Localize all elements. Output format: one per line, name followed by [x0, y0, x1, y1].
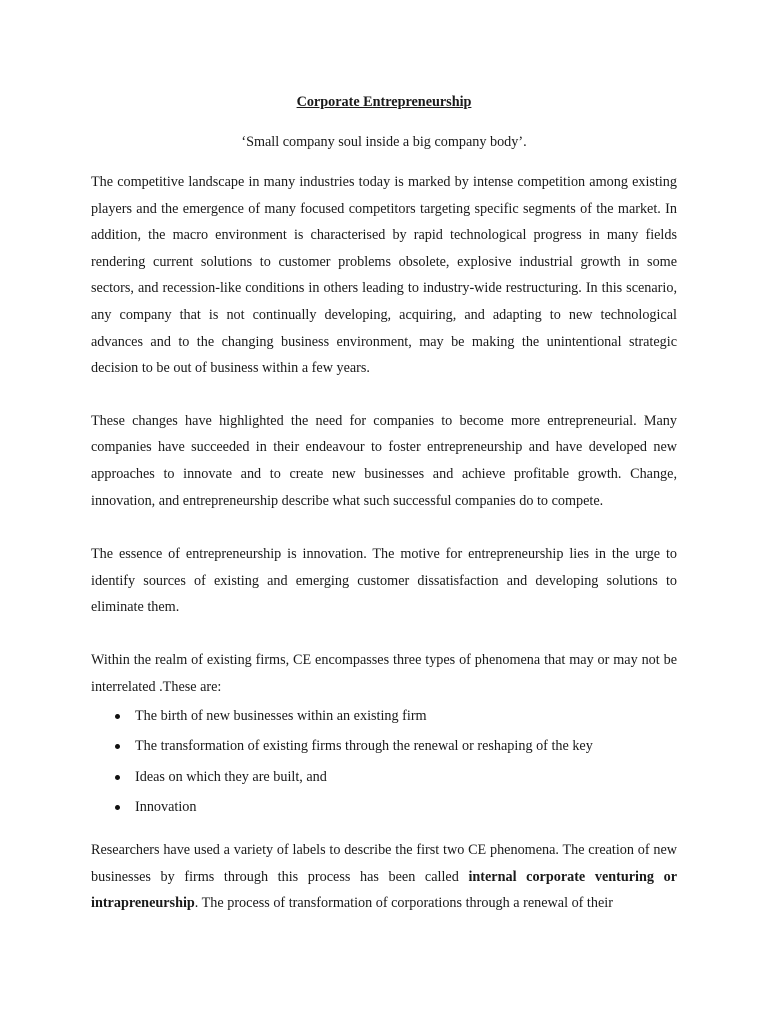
paragraph-5-bold-term: internal corporate venturing or intrapreneurship [91, 868, 677, 912]
bullet-icon [115, 714, 120, 719]
list-item [91, 703, 677, 733]
paragraph-2: These changes have highlighted the need for companies to become more entrepreneurial. Many companies have succeeded in their endeavour to foster entrepreneurship and have developed new approaches to innovate and to create new businesses and achieve profitable growth. Change, innovation, and entrepreneurship describe what such successful companies do to compete. [91, 412, 677, 509]
paragraph-5 [91, 837, 677, 917]
list-item [91, 733, 677, 763]
paragraph-3: The essence of entrepreneurship is innovation. The motive for entrepreneurship lies in the urge to identify sources of existing and emerging customer dissatisfaction and developing solutions to eliminate them. [91, 546, 677, 616]
paragraph-4: Within the realm of existing firms, CE encompasses three types of phenomena that may or may not be interrelated .These are: [91, 651, 677, 695]
phenomena-list [91, 703, 677, 824]
document-subtitle: ‘Small company soul inside a big company body’. [241, 134, 527, 150]
list-item-text: The transformation of existing firms through the renewal or reshaping of the key [135, 738, 593, 755]
paragraph-5-text-end: . The process of transformation of corporations through a renewal of their [194, 895, 613, 912]
bullet-icon [115, 744, 120, 749]
list-item-text: The birth of new businesses within an existing firm [135, 708, 427, 725]
document-page [91, 88, 677, 917]
paragraph-1: The competitive landscape in many industries today is marked by intense competition among existing players and the emergence of many focused competitors targeting specific segments of the market. In addition, the macro environment is characterised by rapid technological progress in many fields rendering current solutions to customer problems obsolete, explosive industrial growth in some sectors, and recession-like conditions in others leading to industry-wide restructuring. In this scenario, any company that is not continually developing, acquiring, and adapting to new technological advances and to the changing business environment, may be making the unintentional strategic decision to be out of business within a few years. [91, 174, 677, 377]
paragraph-5-text-start: Researchers have used a variety of labels to describe the first two CE phenomena. The creation of new businesses by firms through this process has been called [91, 842, 677, 885]
list-item-text: Innovation [135, 798, 197, 815]
bullet-icon [115, 805, 120, 810]
document-title: Corporate Entrepreneurship [296, 94, 472, 110]
list-item-text: Ideas on which they are built, and [135, 768, 327, 785]
bullet-icon [115, 775, 120, 780]
list-item [91, 764, 677, 794]
list-item [91, 794, 677, 824]
